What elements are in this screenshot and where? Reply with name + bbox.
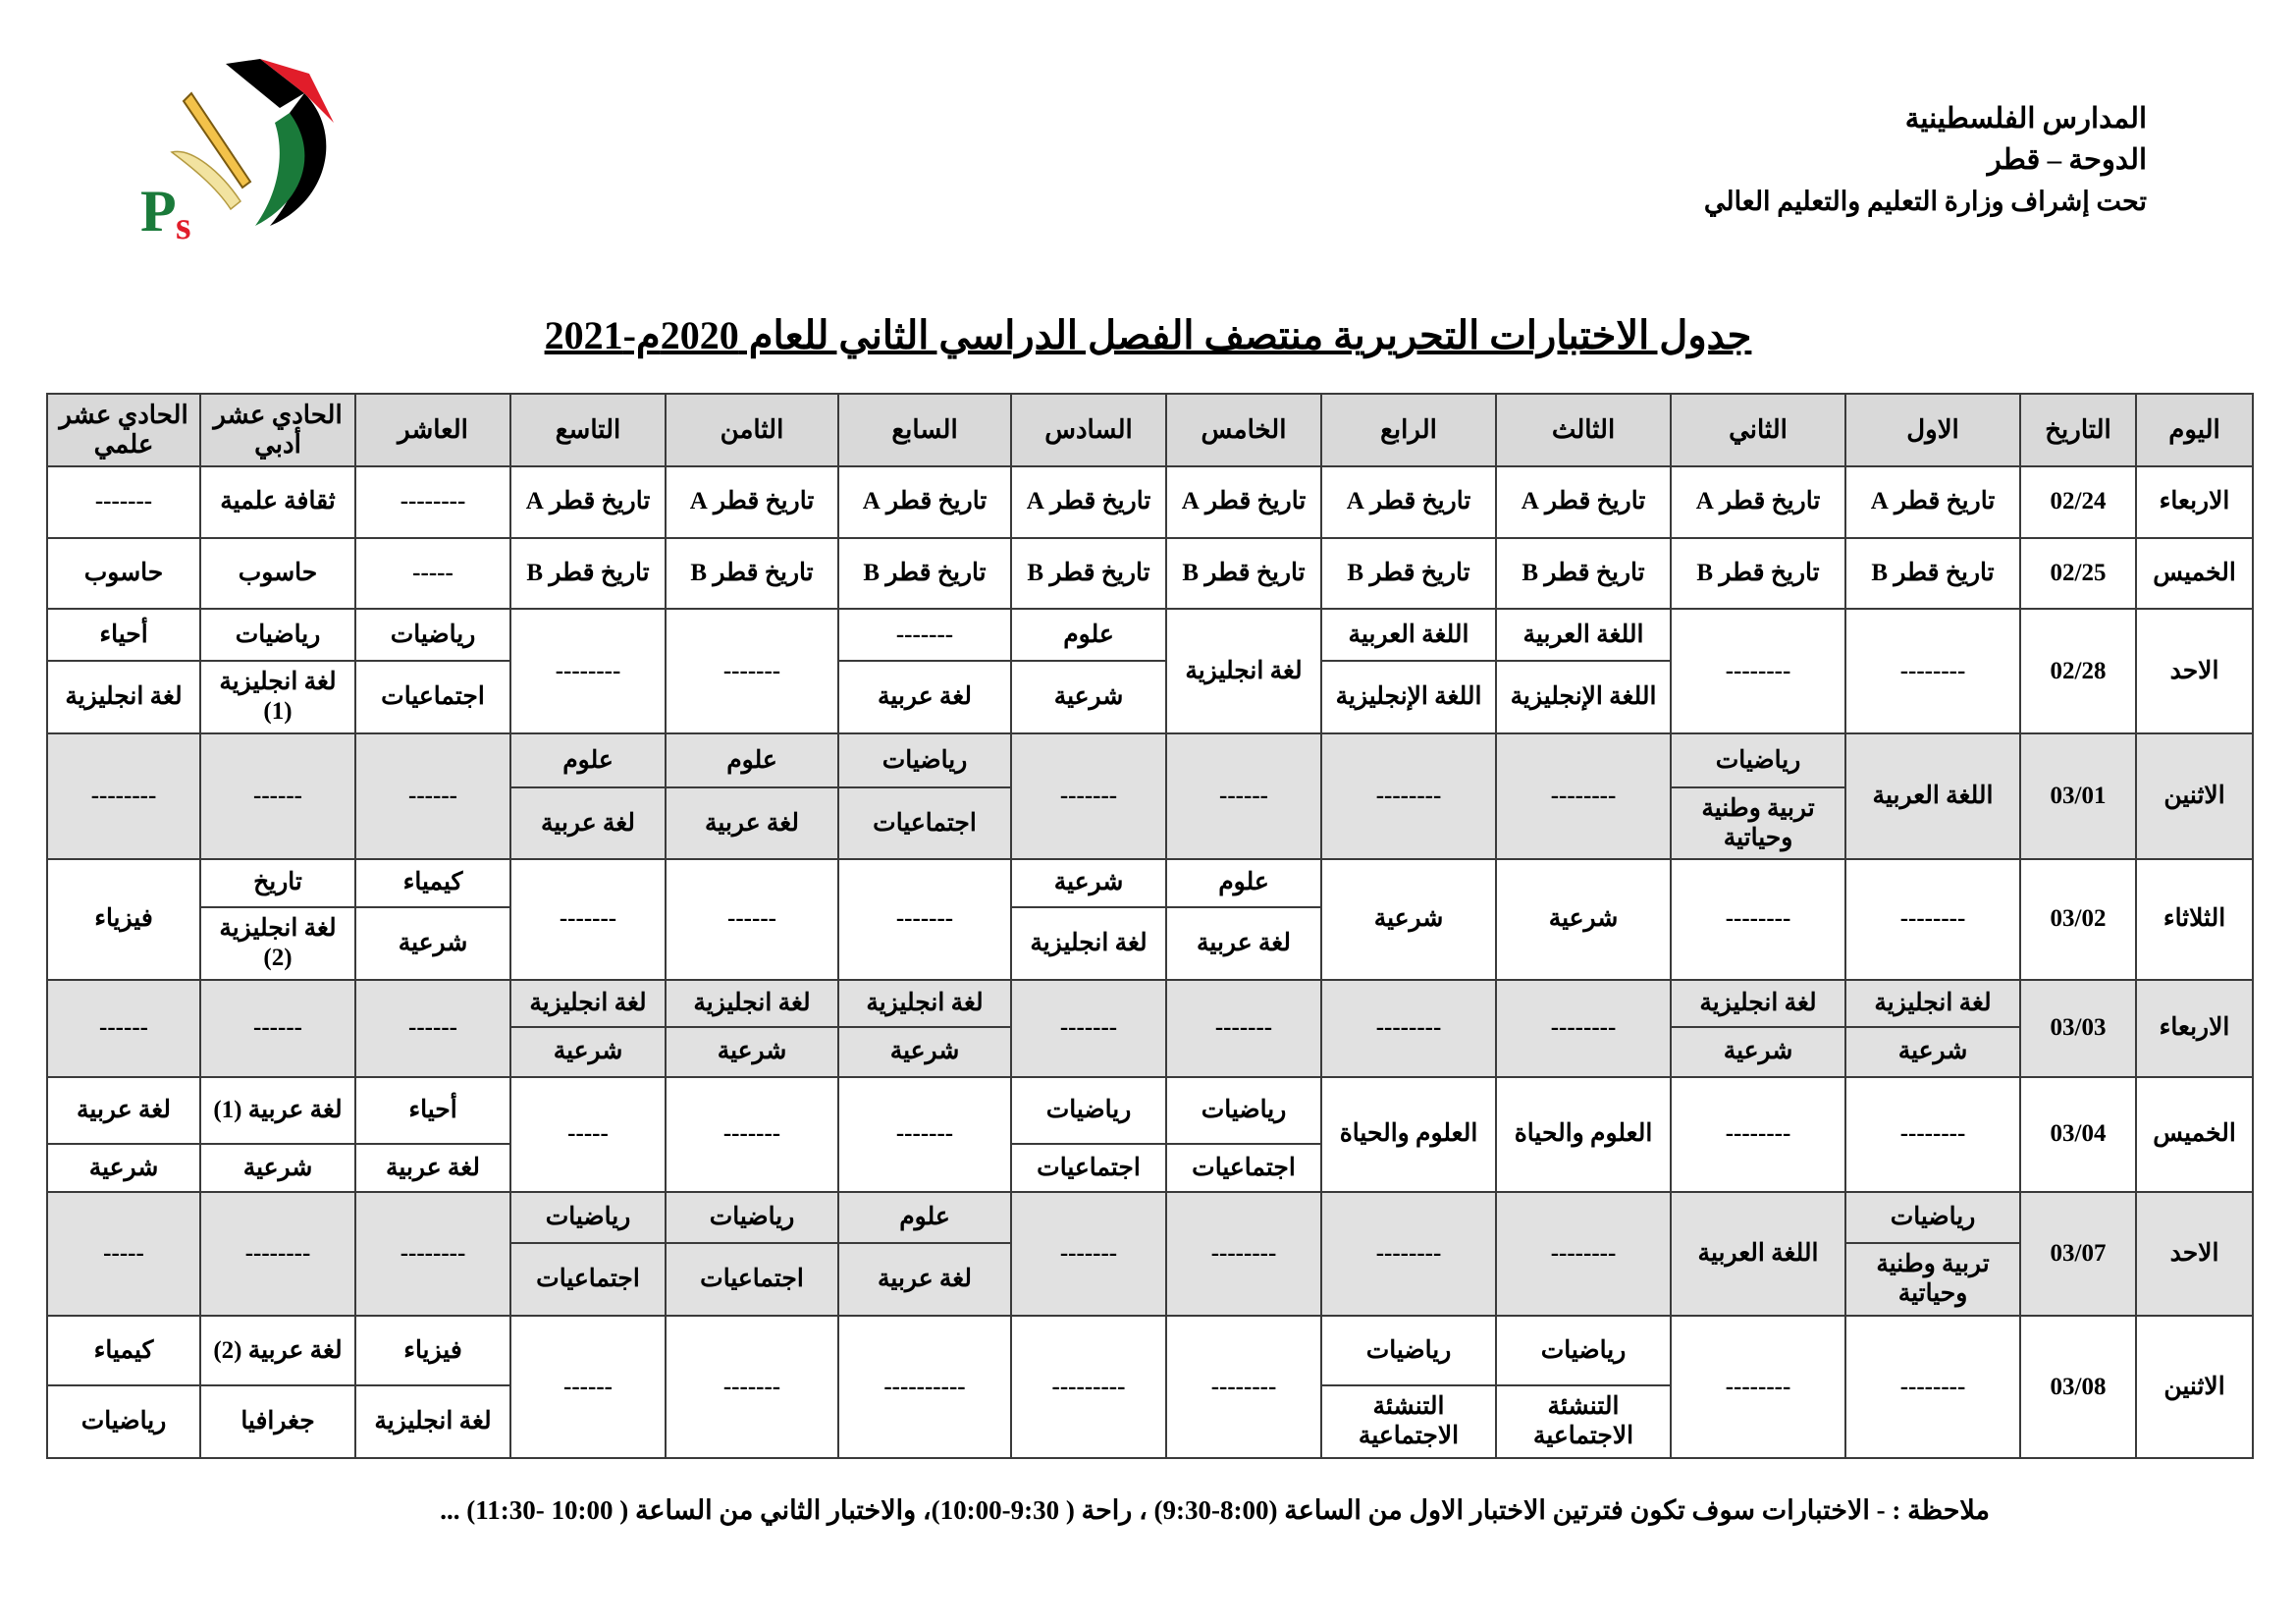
exam-cell: -------- [355,1192,510,1316]
col-header-grade: الثامن [666,394,838,466]
exam-cell: ------ [355,980,510,1077]
page-title: جدول الاختبارات التحريرية منتصف الفصل الدراسي الثاني للعام 2020م-2021 [544,313,1752,357]
col-header-grade: العاشر [355,394,510,466]
day-row [47,1316,2253,1385]
exam-cell: رياضيات [1671,733,1845,788]
exam-cell: تاريخ قطر A [510,466,666,538]
exam-cell: ------ [510,1316,666,1458]
day-cell: الاربعاء [2136,980,2253,1077]
exam-cell: ------ [1166,733,1321,859]
exam-cell: رياضيات [838,733,1011,788]
exam-cell: لغة انجليزية [1166,609,1321,732]
col-header-grade: الثاني [1671,394,1845,466]
col-header-grade: الرابع [1321,394,1496,466]
col-header-grade: التاسع [510,394,666,466]
exam-cell: رياضيات [47,1385,200,1458]
exam-cell: تاريخ قطر B [838,538,1011,610]
exam-cell: ------- [838,1077,1011,1192]
exam-cell: شرعية [1496,859,1671,979]
exam-cell: شرعية [1011,859,1166,907]
exam-cell: -------- [1671,609,1845,732]
exam-cell: -------- [1496,980,1671,1077]
exam-cell: -------- [1671,859,1845,979]
exam-cell: -------- [1321,733,1496,859]
exam-cell: ------- [666,1077,838,1192]
col-header-grade: الثالث [1496,394,1671,466]
exam-cell: ------- [1011,980,1166,1077]
col-header-grade: السابع [838,394,1011,466]
exam-cell: فيزياء [355,1316,510,1385]
col-header-grade: الخامس [1166,394,1321,466]
exam-cell: اللغة العربية [1671,1192,1845,1316]
exam-cell: تاريخ قطر B [666,538,838,610]
exam-cell: ------ [200,733,355,859]
exam-cell: اللغة الإنجليزية [1496,661,1671,733]
exam-cell: تاريخ [200,859,355,907]
crescent-green [255,113,304,226]
exam-cell: رياضيات [666,1192,838,1244]
exam-cell: رياضيات [1496,1316,1671,1385]
exam-cell: تاريخ قطر A [1166,466,1321,538]
exam-cell: تاريخ قطر B [1011,538,1166,610]
exam-cell: ------- [1011,1192,1166,1316]
day-row [47,980,2253,1028]
exam-cell: ------- [47,466,200,538]
exam-cell: لغة عربية (2) [200,1316,355,1385]
day-row [47,1192,2253,1244]
supervision-line: تحت إشراف وزارة التعليم والتعليم العالي [1703,187,2147,216]
exam-cell: -------- [355,466,510,538]
exam-cell: لغة عربية [838,661,1011,733]
exam-cell: شرعية [1671,1027,1845,1077]
school-name: المدارس الفلسطينية [1904,103,2147,135]
exam-cell: شرعية [200,1144,355,1192]
exam-cell: اجتماعيات [838,787,1011,859]
date-cell: 03/02 [2020,859,2136,979]
exam-cell: اجتماعيات [355,661,510,733]
exam-cell: اجتماعيات [666,1243,838,1316]
day-cell: الاحد [2136,609,2253,732]
day-cell: الاربعاء [2136,466,2253,538]
exam-cell: رياضيات [1845,1192,2020,1244]
exam-cell: ------- [838,609,1011,661]
exam-cell: لغة عربية [666,787,838,859]
exam-cell: حاسوب [200,538,355,610]
exam-cell: تاريخ قطر A [1496,466,1671,538]
exam-cell: -------- [1671,1077,1845,1192]
exam-cell: اجتماعيات [510,1243,666,1316]
logo-letter-p: P [140,179,177,244]
day-cell: الاثنين [2136,733,2253,859]
exam-cell: لغة انجليزية [355,1385,510,1458]
day-row [47,1077,2253,1145]
exam-cell: علوم [1166,859,1321,907]
exam-cell: ------ [47,980,200,1077]
exam-cell: لغة عربية [1166,907,1321,980]
date-cell: 03/01 [2020,733,2136,859]
exam-cell: -------- [47,733,200,859]
exam-cell: لغة عربية [355,1144,510,1192]
exam-cell: كيمياء [355,859,510,907]
exam-cell: ---------- [838,1316,1011,1458]
exam-cell: حاسوب [47,538,200,610]
exam-cell: تاريخ قطر A [1845,466,2020,538]
exam-cell: كيمياء [47,1316,200,1385]
exam-cell: علوم [838,1192,1011,1244]
exam-cell: ------- [510,859,666,979]
exam-schedule-table [46,393,2254,1459]
exam-cell: شرعية [510,1027,666,1077]
exam-cell: تاريخ قطر B [510,538,666,610]
col-header-day: اليوم [2136,394,2253,466]
exam-cell: رياضيات [1166,1077,1321,1145]
exam-cell: تاريخ قطر A [1011,466,1166,538]
exam-cell: تربية وطنية وحياتية [1845,1243,2020,1316]
school-city: الدوحة – قطر [1987,144,2147,176]
col-header-grade: الاول [1845,394,2020,466]
exam-cell: تاريخ قطر A [1321,466,1496,538]
exam-cell: شرعية [838,1027,1011,1077]
exam-cell: -------- [1166,1316,1321,1458]
exam-cell: -------- [510,609,666,732]
date-cell: 03/07 [2020,1192,2136,1316]
date-cell: 02/24 [2020,466,2136,538]
exam-cell: لغة انجليزية [1011,907,1166,980]
exam-cell: تربية وطنية وحياتية [1671,787,1845,859]
exam-cell: رياضيات [355,609,510,661]
col-header-grade: الحادي عشر علمي [47,394,200,466]
exam-cell: -------- [1845,1077,2020,1192]
exam-cell: لغة عربية [838,1243,1011,1316]
day-row [47,538,2253,610]
col-header-grade: السادس [1011,394,1166,466]
exam-cell: -------- [1496,1192,1671,1316]
exam-cell: لغة انجليزية [1671,980,1845,1028]
exam-times-note: ملاحظة : - الاختبارات سوف تكون فترتين الاختبار الاول من الساعة (8:00-9:30) ، راحة ( 9:30-10:00)، والاختبار الثاني من الساعة ( 10:00 -11:30) ... [440,1495,1990,1525]
exam-cell: ------- [1011,733,1166,859]
exam-cell: تاريخ قطر A [838,466,1011,538]
exam-cell: ------ [666,859,838,979]
exam-cell: فيزياء [47,859,200,979]
date-cell: 02/25 [2020,538,2136,610]
exam-cell: شرعية [47,1144,200,1192]
day-cell: الاثنين [2136,1316,2253,1458]
exam-cell: ------- [1166,980,1321,1077]
exam-cell: -------- [200,1192,355,1316]
exam-cell: اللغة العربية [1845,733,2020,859]
exam-cell: تاريخ قطر B [1496,538,1671,610]
exam-cell: لغة عربية [47,1077,200,1145]
exam-cell: اجتماعيات [1011,1144,1166,1192]
exam-cell: تاريخ قطر A [666,466,838,538]
exam-cell: لغة عربية (1) [200,1077,355,1145]
exam-cell: تاريخ قطر B [1845,538,2020,610]
exam-cell: ------ [200,980,355,1077]
exam-cell: -------- [1671,1316,1845,1458]
exam-cell: -------- [1845,1316,2020,1458]
exam-cell: شرعية [1845,1027,2020,1077]
day-row [47,859,2253,907]
exam-cell: العلوم والحياة [1496,1077,1671,1192]
exam-cell: -------- [1321,1192,1496,1316]
exam-cell: رياضيات [1321,1316,1496,1385]
exam-cell: شرعية [666,1027,838,1077]
exam-cell: التنشئة الاجتماعية [1496,1385,1671,1458]
day-cell: الخميس [2136,1077,2253,1192]
exam-cell: -------- [1845,859,2020,979]
exam-cell: ------- [666,1316,838,1458]
exam-cell: رياضيات [510,1192,666,1244]
exam-cell: العلوم والحياة [1321,1077,1496,1192]
day-cell: الثلاثاء [2136,859,2253,979]
date-cell: 03/03 [2020,980,2136,1077]
exam-cell: -------- [1845,609,2020,732]
exam-cell: اللغة الإنجليزية [1321,661,1496,733]
exam-cell: رياضيات [1011,1077,1166,1145]
exam-cell: شرعية [1011,661,1166,733]
day-row [47,609,2253,661]
day-cell: الاحد [2136,1192,2253,1316]
exam-cell: أحياء [47,609,200,661]
exam-cell: ------- [838,859,1011,979]
exam-cell: -------- [1166,1192,1321,1316]
exam-cell: تاريخ قطر B [1671,538,1845,610]
exam-cell: اللغة العربية [1321,609,1496,661]
date-cell: 02/28 [2020,609,2136,732]
exam-cell: التنشئة الاجتماعية [1321,1385,1496,1458]
exam-cell: اللغة العربية [1496,609,1671,661]
exam-cell: ثقافة علمية [200,466,355,538]
exam-cell: رياضيات [200,609,355,661]
exam-cell: ----- [355,538,510,610]
date-cell: 03/08 [2020,1316,2136,1458]
exam-cell: ----- [510,1077,666,1192]
exam-cell: جغرافيا [200,1385,355,1458]
exam-cell: لغة انجليزية [1845,980,2020,1028]
exam-cell: تاريخ قطر A [1671,466,1845,538]
exam-cell: علوم [1011,609,1166,661]
day-row [47,466,2253,538]
exam-cell: ----- [47,1192,200,1316]
logo-letter-s: s [176,203,191,247]
exam-cell: تاريخ قطر B [1166,538,1321,610]
exam-cell: شرعية [1321,859,1496,979]
ps-logo-graphic [133,54,344,250]
exam-cell: ------ [355,733,510,859]
day-row [47,733,2253,788]
exam-cell: أحياء [355,1077,510,1145]
col-header-grade: الحادي عشر أدبي [200,394,355,466]
exam-cell: --------- [1011,1316,1166,1458]
exam-cell: لغة انجليزية (2) [200,907,355,980]
exam-cell: علوم [666,733,838,788]
date-cell: 03/04 [2020,1077,2136,1192]
col-header-date: التاريخ [2020,394,2136,466]
exam-cell: اجتماعيات [1166,1144,1321,1192]
exam-cell: ------- [666,609,838,732]
exam-cell: لغة انجليزية [838,980,1011,1028]
exam-cell: تاريخ قطر B [1321,538,1496,610]
exam-cell: -------- [1321,980,1496,1077]
exam-cell: لغة عربية [510,787,666,859]
exam-cell: لغة انجليزية (1) [200,661,355,733]
day-cell: الخميس [2136,538,2253,610]
exam-cell: -------- [1496,733,1671,859]
exam-cell: لغة انجليزية [510,980,666,1028]
school-logo [133,54,344,250]
header-row [47,394,2253,466]
exam-cell: علوم [510,733,666,788]
exam-cell: شرعية [355,907,510,980]
exam-cell: لغة انجليزية [47,661,200,733]
exam-cell: لغة انجليزية [666,980,838,1028]
school-header [1704,98,2147,222]
